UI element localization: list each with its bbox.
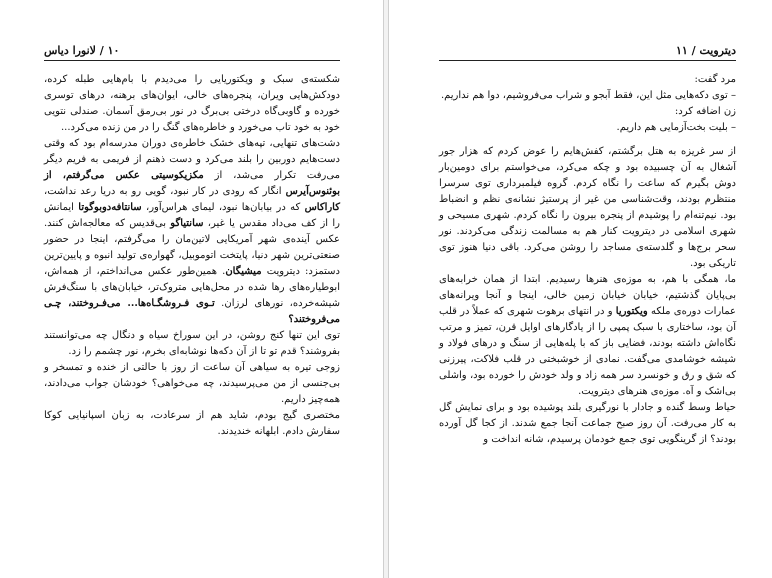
- dialogue-line-2: – توی دکه‌هایی مثل این، فقط آبجو و شراب می‌فروشیم، دوا هم نداریم.: [440, 90, 736, 101]
- dialogue-block: [439, 72, 736, 136]
- left-paragraph-4: زوجی تیره به سیاهی آن ساعت از روز با حالتی از خنده و تمسخر و بی‌جنسی از من می‌پرسیدند، چه می‌خواهی؟ خودشان جواب می‌دادند، همه‌چیز داریم.: [44, 362, 340, 405]
- left-paragraph-3: توی این تنها کنج روشن، در این سوراخ سیاه و دنگال چه می‌توانستند بفروشند؟ قدم تو تا از آن دکه‌ها نوشابه‌ای بخرم، نور چشمم را زد.: [44, 330, 340, 357]
- left-page-body: [44, 72, 340, 440]
- right-paragraph-4: حیاط وسط گنده و جادار با نورگیری بلند پوشیده بود و برای نمایش گل به کار می‌رفت. آن روز صبح جماعت آنجا جمع شدند. از کجا گل آورده بودند؟ از گرینگویی توی جمع خودمان پرسیدم، شانه انداخت و: [439, 402, 736, 445]
- left-paragraph-2: دشت‌های تنهایی، تپه‌های خشک خاطره‌ی دوران مدرسه‌ام بود که وقتی دست‌هایم دوربین را بلند می‌کرد و دست ذهنم از فریمی به فریم دیگر می‌رفت تکرار می‌شد، از مکزیکوسیتی عکس می‌گرفتم، از بوئنوس‌آیرس انگار که رودی در کار نبود، گویی رو به دریا رعد نداشت، کاراکاس که در بیابان‌ها نبود، لیمای هراس‌آور، سانتافه‌دوبوگوتا ایمانش را از کف می‌داد مقدس یا غیر، سانتیاگو بی‌قدیس که معالجه‌اش کنند. عکس آینده‌ی شهر آمریکایی لاتین‌مان را می‌گرفتم، اینجا در حضور صنعتی‌ترین شهر دنیا، پایتخت اتوموبیل، گهواره‌ی تولید انبوه و پایین‌ترین دستمزد: دیترویت میشیگان. همین‌طور عکس می‌انداختم، از همه‌اش، ابوطیاره‌های رها شده در محل‌هایی متروک‌تر، خیابان‌های با سنگ‌فرش شیشه‌خرده، نورهای لرزان. تـوی فـروشگـاه‌ها... می‌فـروختند، چـی می‌فروختند؟: [44, 138, 341, 325]
- left-paragraph-1: شکسته‌ی سبک و ویکتوریایی را می‌دیدم با بام‌هایی طبله کرده، دودکش‌هایی ویران، پنجره‌های خالی، ایوان‌های برهنه، درهای توسری خورده و گاوبی‌گاه درختی بی‌برگ در نور بی‌رمق آسمان. صندلی نتویی خود به خود تاب می‌خورد و خاطره‌های گنگ را در من زنده می‌کرد...: [44, 74, 340, 133]
- right-paragraph-2: از سر غریزه به هتل برگشتم، کفش‌هایم را عوض کردم که هزار جور آشغال به آن چسبیده بود و چکه می‌کرد، می‌خواستم برای دومین‌بار دوش بگیرم که ساعت را نگاه کردم. گروه فیلمبرداری توی سرسرا منتظرم بودند، وقت‌شناسی من غیر از پرستیژ نشانه‌ی نظم و انضباط بود. نیم‌تنه‌ام را پوشیدم از پنجره بیرون را نگاه کردم. شهری مسیحی و شهری اسلامی در دیترویت کنار هم به مسالمت زندگی می‌کردند. نور سحر برج‌ها و گلدسته‌ی مساجد را روشن می‌کرد. باقی دنیا هنوز توی تاریکی بود.: [439, 146, 736, 269]
- left-page-running-head: ۱۰ / لانورا دیاس: [44, 44, 120, 57]
- right-page: [388, 0, 772, 578]
- dialogue-line-4: – بلیت بخت‌آزمایی هم داریم.: [616, 122, 736, 133]
- right-page-header: [439, 42, 736, 61]
- right-paragraph-3: ما، همگی با هم، به موزه‌ی هنرها رسیدیم. ابتدا از همان خرابه‌های بی‌پایان گذشتیم، خیابان خیابان زمین خالی، اینجا و آنجا ویرانه‌های عمارات دوره‌ی ملکه ویکتوریا و در انتهای برهوت شهری که عملاً در قلب آن بود، ساختاری با سبک پمپی را از یادگارهای اوایل قرن، تمیز و مرتب نگاه‌اش داشته بودند، فضایی باز که با پله‌هایی از سنگ و درهای فولاد و شیشه خوشامدی می‌گفت. نمادی از خوشبختی در قلب فلاکت، پیرزنی که شق و رق و خونسرد سر همه زاد و ولد خودش را خورده بود، واشلی بی‌اشک و آه. موزه‌ی هنرهای دیترویت.: [439, 274, 736, 397]
- dialogue-line-3: زن اضافه کرد:: [674, 106, 736, 117]
- dialogue-line-1: مرد گفت:: [694, 74, 736, 85]
- right-page-body: [439, 72, 736, 448]
- left-page: [0, 0, 384, 578]
- right-page-running-head: دیترویت / ۱۱: [675, 44, 736, 57]
- left-paragraph-5: مختصری گیج بودم، شاید هم از سرعادت، به زبان اسپانیایی کوکا سفارش دادم. ابلهانه خندیدند.: [44, 410, 340, 437]
- left-page-header: [44, 42, 340, 61]
